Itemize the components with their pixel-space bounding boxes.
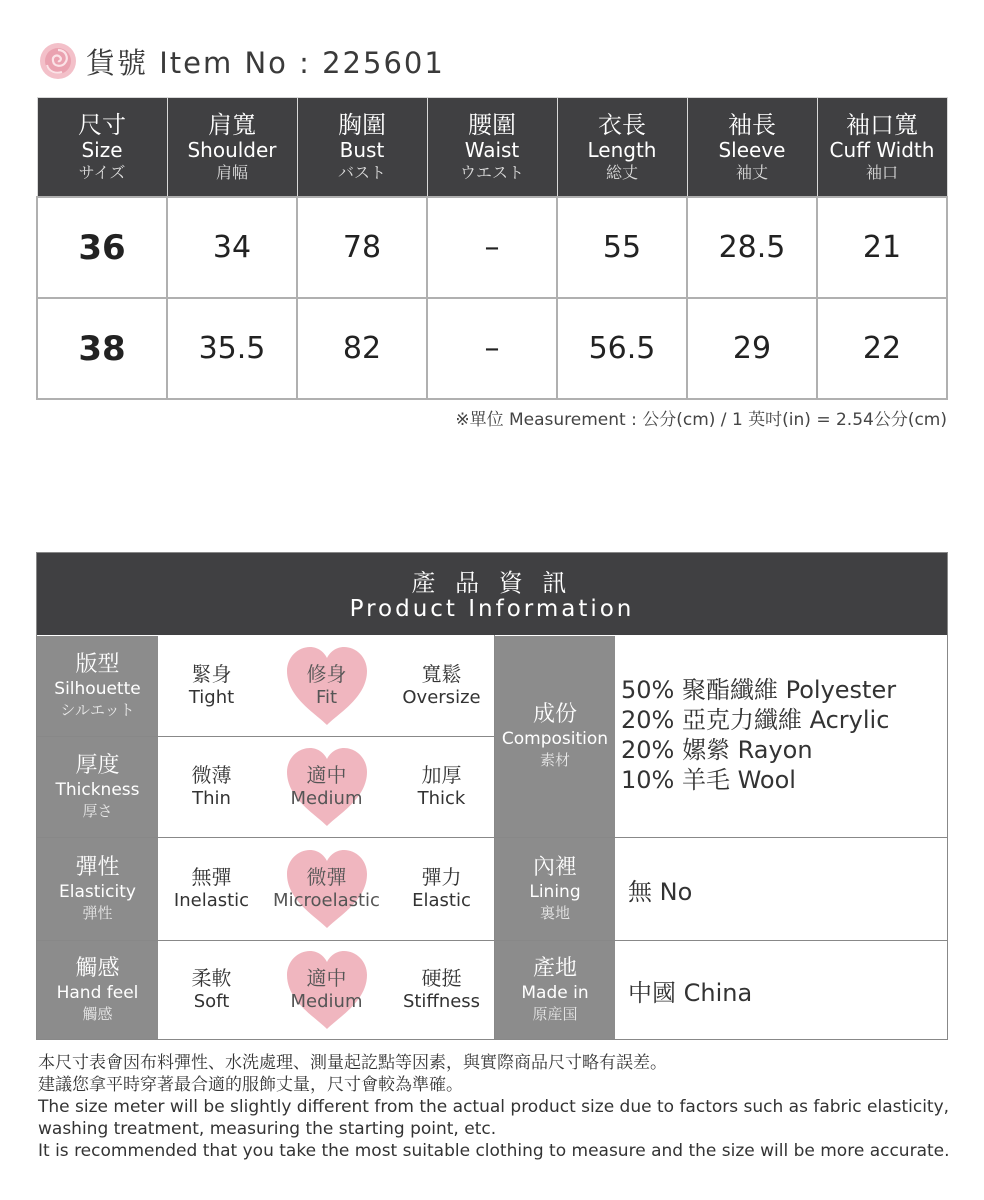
cuff-width-cell: 21 [817,197,947,298]
option-en: Elastic [412,890,471,911]
size-table-header-row [37,98,947,198]
thickness-scale [159,737,494,837]
size-cell: 38 [37,298,167,399]
label-zh: 彈性 [75,854,120,880]
composition-item: 50% 聚酯纖維 Polyester [621,676,897,704]
shoulder-cell: 34 [167,197,297,298]
column-header-length [557,98,687,198]
header-ja: サイズ [78,162,126,182]
header-en: Shoulder [187,137,277,162]
header-zh: 肩寬 [208,110,256,139]
label-en: Made in [521,982,589,1003]
option-zh: 緊身 [191,662,232,686]
label-en: Silhouette [54,678,141,699]
header-ja: ウエスト [459,162,524,182]
header-zh: 胸圍 [338,110,386,139]
size-cell: 36 [37,197,167,298]
option-en: Inelastic [173,890,250,911]
column-header-bust [297,98,427,198]
scale-option-selected [264,636,389,736]
option-zh: 適中 [306,966,347,990]
header-zh: 腰圍 [468,110,516,139]
label-zh: 成份 [532,702,577,727]
option-zh: 寬鬆 [421,662,462,686]
column-header-cuff-width [817,98,947,198]
scale-option [159,636,264,736]
option-en: Medium [290,991,363,1012]
item-number-title: 貨號 Item No : 225601 [86,45,445,80]
disclaimer-line: The size meter will be slightly different from the actual product size due to factors such as fabric elasticity, [38,1097,950,1117]
label-en: Hand feel [56,982,139,1003]
hand-feel-label [37,941,158,1039]
column-header-shoulder [167,98,297,198]
option-en: Thin [192,788,231,809]
composition-label [495,636,615,837]
composition-item: 10% 羊毛 Wool [621,766,796,794]
scale-option [159,737,264,837]
option-zh: 微薄 [191,763,232,787]
product-info-header [37,553,947,635]
label-zh: 版型 [75,651,120,677]
label-ja: 弾性 [82,903,113,922]
scale-option [389,838,494,940]
option-en: Tight [188,687,235,708]
silhouette-scale [159,636,494,736]
elasticity-label [37,838,158,940]
header-zh: 袖口寬 [846,110,918,139]
divider [37,736,494,737]
option-zh: 微彈 [306,865,347,889]
option-en: Fit [315,687,338,708]
divider [494,635,495,1039]
composition-list [621,675,896,795]
scale-option [389,636,494,736]
product-info-title-en: Product Information [349,596,635,622]
made-in-label [495,941,615,1039]
scale-option-selected [264,941,389,1039]
header-zh: 衣長 [598,110,646,139]
table-row [37,298,947,399]
label-zh: 產地 [532,955,577,981]
option-zh: 硬挺 [421,966,462,990]
waist-cell: – [427,298,557,399]
waist-cell: – [427,197,557,298]
size-table [36,97,948,400]
label-zh: 觸感 [75,955,120,981]
composition-item: 20% 嫘縈 Rayon [621,736,813,764]
label-zh: 內裡 [532,854,577,880]
header-en: Length [587,137,657,162]
option-en: Thick [417,788,466,809]
composition-item: 20% 亞克力纖維 Acrylic [621,706,890,734]
label-en: Thickness [55,779,140,800]
header-en: Sleeve [718,137,786,162]
label-zh: 厚度 [75,752,120,778]
product-info-panel [36,552,948,1040]
disclaimer-line: washing treatment, measuring the starting point, etc. [38,1119,497,1139]
disclaimer-line: 本尺寸表會因布料彈性、水洗處理、測量起訖點等因素，與實際商品尺寸略有誤差。 [38,1053,667,1073]
option-en: Oversize [402,687,481,708]
option-zh: 無彈 [191,865,232,889]
product-info-title-zh: 產 品 資 訊 [411,569,573,597]
header-zh: 袖長 [728,110,776,139]
option-zh: 柔軟 [191,966,232,990]
silhouette-label [37,636,158,736]
option-en: Microelastic [273,890,380,911]
divider [37,940,947,941]
scale-option [389,941,494,1039]
bust-cell: 82 [297,298,427,399]
thickness-label [37,737,158,837]
scale-option-selected [264,838,389,940]
size-disclaimer [38,1052,958,1162]
option-en: Stiffness [402,991,481,1012]
item-header [38,38,445,84]
header-ja: バスト [337,162,386,182]
bust-cell: 78 [297,197,427,298]
disclaimer-line: 建議您拿平時穿著最合適的服飾丈量，尺寸會較為準確。 [38,1075,463,1095]
lining-value: 無 No [628,877,693,906]
length-cell: 56.5 [557,298,687,399]
option-zh: 修身 [306,662,347,686]
option-zh: 適中 [306,763,347,787]
table-row [37,197,947,298]
scale-option [159,941,264,1039]
label-en: Lining [529,881,581,902]
label-ja: 素材 [539,751,570,769]
sleeve-cell: 29 [687,298,817,399]
scale-option [389,737,494,837]
header-ja: 総丈 [605,162,638,182]
header-en: Bust [339,137,385,162]
rose-icon [38,41,78,81]
label-en: Elasticity [59,881,136,902]
hand-feel-scale [159,941,494,1039]
option-en: Soft [193,991,230,1012]
unit-note: ※單位 Measurement : 公分(cm) / 1 英吋(in) = 2.54公分(cm) [455,410,947,430]
length-cell: 55 [557,197,687,298]
column-header-size [37,98,167,198]
scale-option-selected [264,737,389,837]
label-en: Composition [501,729,609,749]
label-ja: 原産国 [532,1004,578,1023]
lining-label [495,838,615,940]
scale-option [159,838,264,940]
column-header-waist [427,98,557,198]
divider [37,837,947,838]
header-en: Waist [464,137,520,162]
header-zh: 尺寸 [78,110,126,139]
column-header-sleeve [687,98,817,198]
disclaimer-line: It is recommended that you take the most suitable clothing to measure and the size will be more accurate. [38,1141,950,1161]
label-ja: シルエット [60,700,135,719]
option-en: Medium [290,788,363,809]
option-zh: 彈力 [421,865,462,889]
elasticity-scale [159,838,494,940]
label-ja: 厚さ [82,801,113,820]
header-ja: 袖丈 [735,162,768,182]
header-en: Size [81,137,123,162]
option-zh: 加厚 [421,763,462,787]
sleeve-cell: 28.5 [687,197,817,298]
header-ja: 肩幅 [215,162,248,182]
label-ja: 觸感 [82,1004,113,1023]
header-en: Cuff Width [829,137,935,162]
cuff-width-cell: 22 [817,298,947,399]
made-in-value: 中國 China [628,978,753,1007]
header-ja: 袖口 [865,162,898,182]
label-ja: 裏地 [539,903,570,922]
shoulder-cell: 35.5 [167,298,297,399]
